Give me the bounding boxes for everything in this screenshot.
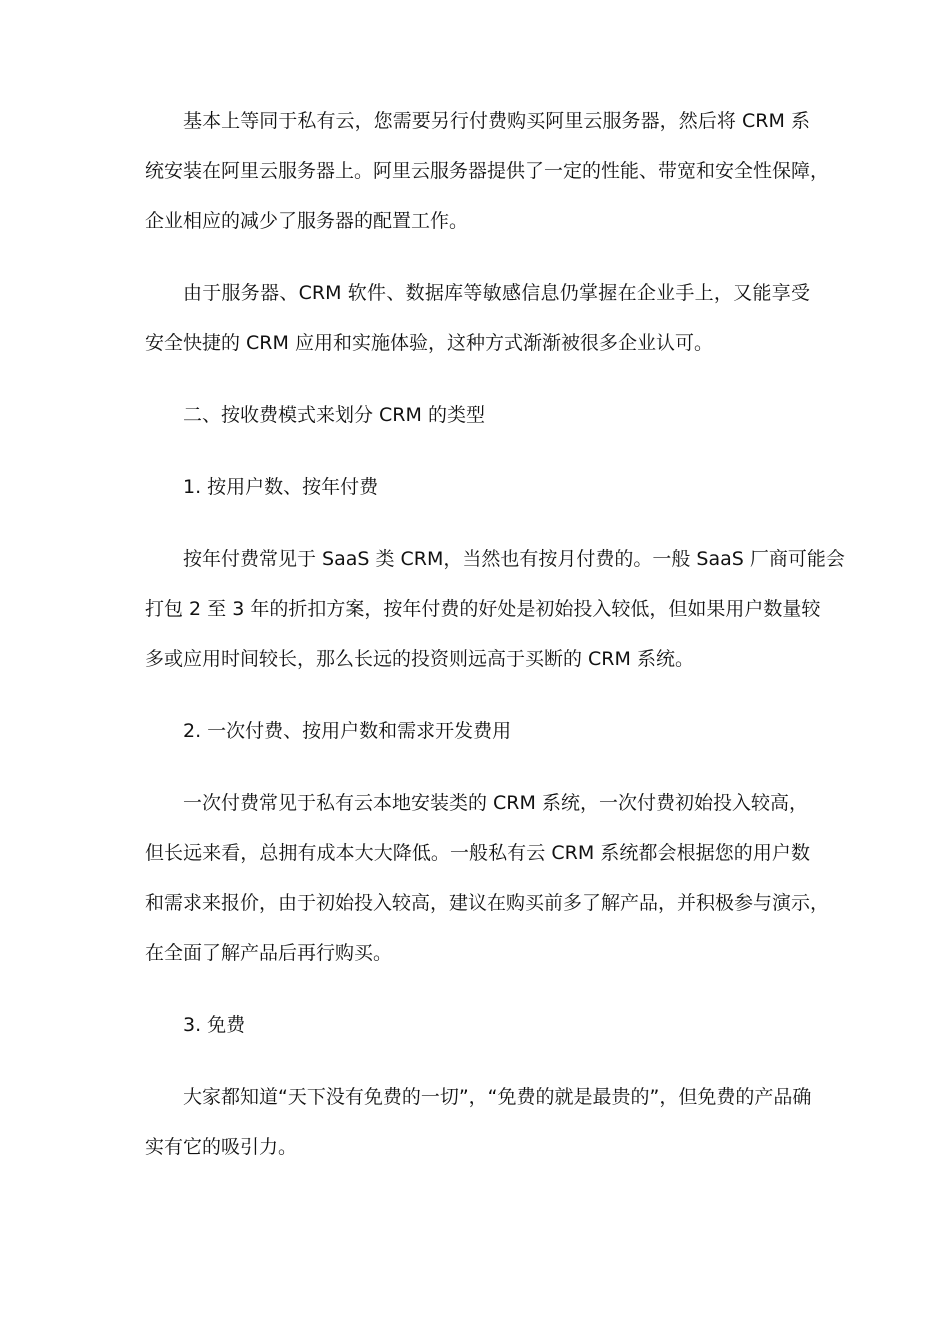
paragraph-line: 但长远来看，总拥有成本大大降低。一般私有云 CRM 系统都会根据您的用户数	[145, 842, 810, 864]
paragraph-line: 统安装在阿里云服务器上。阿里云服务器提供了一定的性能、带宽和安全性保障，	[145, 160, 830, 182]
paragraph-line: 多或应用时间较长，那么长远的投资则远高于买断的 CRM 系统。	[145, 648, 694, 670]
paragraph-line: 企业相应的减少了服务器的配置工作。	[145, 210, 469, 232]
paragraph-line: 按年付费常见于 SaaS 类 CRM，当然也有按月付费的。一般 SaaS 厂商可能会	[183, 548, 845, 570]
paragraph-line: 大家都知道“天下没有免费的一切”，“免费的就是最贵的”，但免费的产品确	[183, 1086, 812, 1108]
paragraph-line: 实有它的吸引力。	[145, 1136, 298, 1158]
paragraph-line: 安全快捷的 CRM 应用和实施体验，这种方式渐渐被很多企业认可。	[145, 332, 713, 354]
paragraph-line: 和需求来报价，由于初始投入较高，建议在购买前多了解产品，并积极参与演示，	[145, 892, 830, 914]
paragraph-line: 在全面了解产品后再行购买。	[145, 942, 393, 964]
subsection-heading: 3. 免费	[183, 1014, 246, 1036]
paragraph-line: 一次付费常见于私有云本地安装类的 CRM 系统，一次付费初始投入较高，	[183, 792, 808, 814]
paragraph-line: 基本上等同于私有云，您需要另行付费购买阿里云服务器，然后将 CRM 系	[183, 110, 810, 132]
paragraph-line: 由于服务器、CRM 软件、数据库等敏感信息仍掌握在企业手上，又能享受	[183, 282, 810, 304]
subsection-heading: 1. 按用户数、按年付费	[183, 476, 379, 498]
section-heading: 二、按收费模式来划分 CRM 的类型	[183, 404, 485, 426]
paragraph-line: 打包 2 至 3 年的折扣方案，按年付费的好处是初始投入较低，但如果用户数量较	[145, 598, 821, 620]
subsection-heading: 2. 一次付费、按用户数和需求开发费用	[183, 720, 512, 742]
